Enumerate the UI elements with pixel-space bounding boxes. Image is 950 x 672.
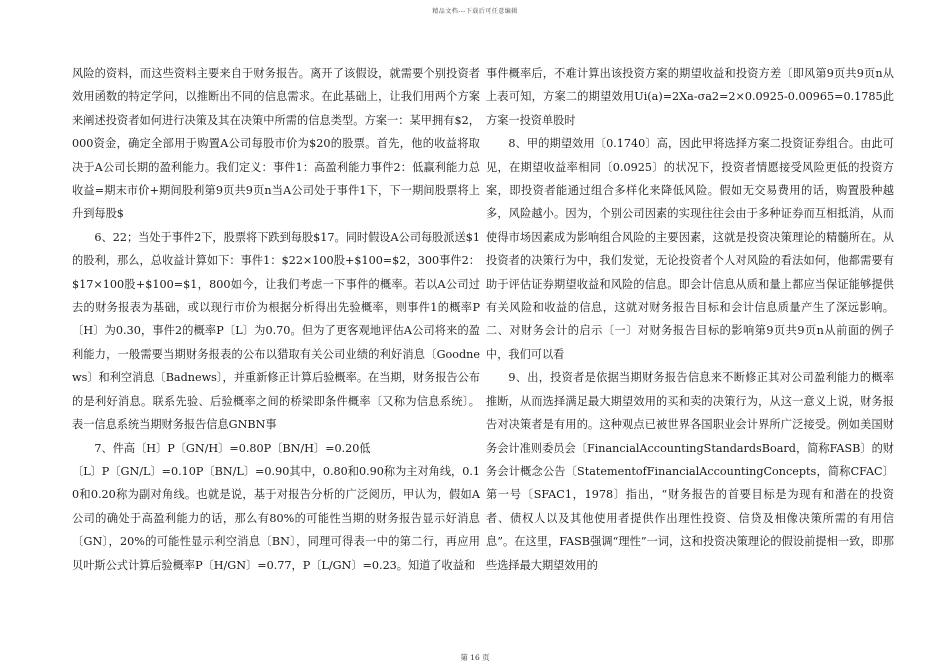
page-header: 精品文档---下载后可任意编辑 — [432, 8, 518, 15]
paragraph: 事件概率后，不难计算出该投资方案的期望收益和投资方差〔即风第9页共9页n从上表可知，方案二的期望效用Ui(a)=2Xa-σa2=2×0.0925-0.00965=0.1785此方案一投资单股时 — [486, 67, 894, 127]
page-number: 第 16 页 — [460, 653, 490, 662]
paragraph: 7、件高〔H〕P〔GN/H〕=0.80P〔BN/H〕=0.20低 — [94, 441, 371, 455]
paragraph: 〔L〕P〔GN/L〕=0.10P〔BN/L〕=0.90其中，0.80和0.90称为主对角线，0.10和0.20称为副对角线。也就是说，基于对报告分析的广泛阅历，甲认为，假如A公司的确处于高盈利能力的话，那么有80%的可能性当期的财务报告显示好消息〔GN〕，20%的可能性显示利空消息〔BN〕，同理可得表一中的第二行，再应用贝叶斯公式计算后验概率P〔H/GN〕=0.77，P〔L/GN〕=0.23。知道了收益和 — [72, 464, 480, 572]
right-column — [486, 62, 894, 577]
left-column — [72, 62, 480, 577]
paragraph: 风险的资料，而这些资料主要来自于财务报告。离开了该假设，就需要个别投资者效用函数的特定学问，以推断出不同的信息需求。在此基础上，让我们用两个方案来阐述投资者如何进行决策及其在决策中所需的信息类型。方案一：某甲拥有$2，000资金，确定全部用于购置A公司每股市价为$20的股票。首先，他的收益将取决于A公司长期的盈利能力。我们定义：事件1：高盈利能力事件2：低赢利能力总收益=期末市价+期间股利第9页共9页n当A公司处于事件1下，下一期间股票将上升到每股$ — [72, 67, 480, 221]
paragraph: 8、甲的期望效用〔0.1740〕高，因此甲将选择方案二投资证券组合。由此可见，在期望收益率相同〔0.0925〕的状况下，投资者情愿接受风险更低的投资方案，即投资者能通过组合多样化来降低风险。假如无交易费用的话，购置股种越多，风险越小。因为，个别公司因素的实现往往会由于多种证券而互相抵消，从而使得市场因素成为影响组合风险的主要因素，这就是投资决策理论的精髓所在。从投资者的决策行为中，我们发觉，无论投资者个人对风险的看法如何，他都需要有助于评估证券期望收益和风险的信息。即会计信息从质和量上都应当保证能够提供有关风险和收益的信息，这就对财务报告目标和会计信息质量产生了深远影响。二、对财务会计的启示〔一〕对财务报告目标的影响第9页共9页n从前面的例子中，我们可以看 — [486, 137, 894, 361]
paragraph: 6、22；当处于事件2下，股票将下跌到每股$17。同时假设A公司每股派送$1的股利，那么，总收益计算如下：事件1：$22×100股+$100=$2，300事件2：$17×100股+$100=$1，800如今，让我们考虑一下事件的概率。若以A公司过去的财务报表为基础，或以现行市价为根据分析得出先验概率，则事件1的概率P〔H〕为0.30，事件2的概率P〔L〕为0.70。但为了更客观地评估A公司将来的盈利能力，一般需要当期财务报表的公布以猎取有关公司业绩的利好消息〔Goodnews〕和利空消息〔Badnews〕，并重新修正计算后验概率。在当期，财务报告公布的是利好消息。联系先验、后验概率之间的桥梁即条件概率〔又称为信息系统〕。表一信息系统当期财务报告信息GNBN事 — [72, 230, 480, 432]
paragraph: 9、出，投资者是依据当期财务报告信息来不断修正其对公司盈利能力的概率推断，从而选择满足最大期望效用的买和卖的决策行为，从这一意义上说，财务报告对决策者是有用的。这种观点已被世界各国职业会计界所广泛接受。例如美国财务会计准则委员会〔FinancialAccountingStandardsBoard，简称FASB〕的财务会计概念公告〔StatementofFinancialAccountingConcepts，简称CFAC〕第一号〔SFAC1，1978〕指出，“财务报告的首要目标是为现有和潜在的投资者、债权人以及其他使用者提供作出理性投资、信贷及相像决策所需的有用信息”。在这里，FASB强调“理性”一词，这和投资决策理论的假设前提相一致，即那些选择最大期望效用的 — [486, 371, 894, 572]
